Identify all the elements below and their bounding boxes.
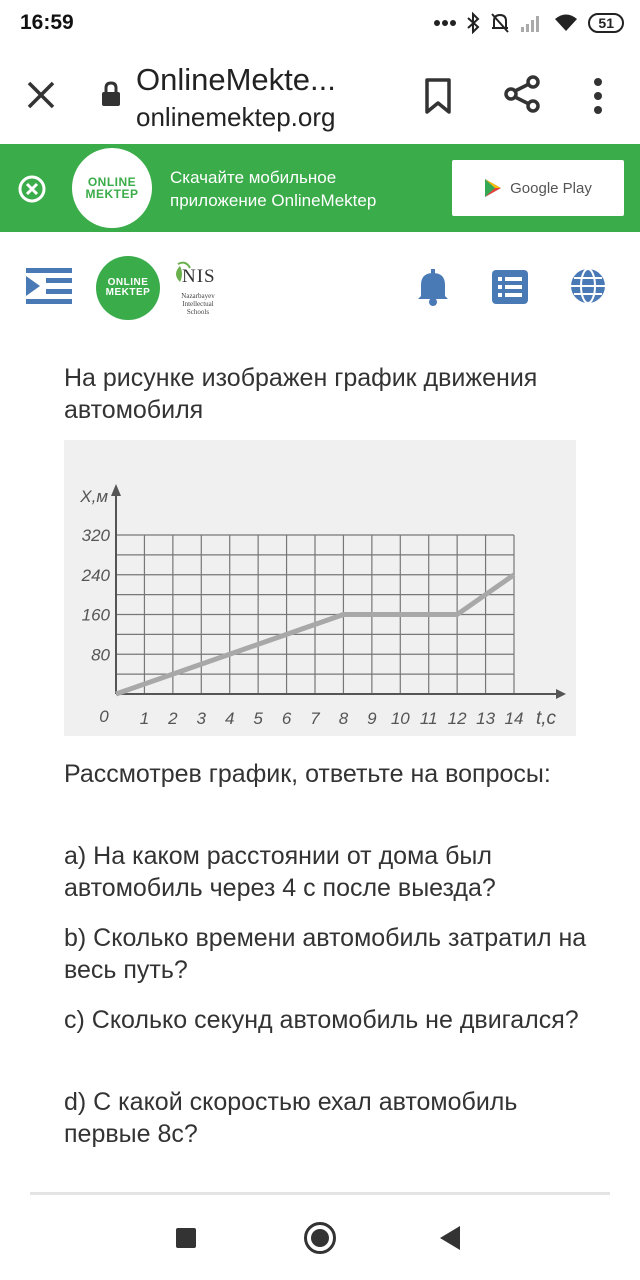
banner-close-icon[interactable] xyxy=(18,175,46,203)
page-title: OnlineMekte... xyxy=(136,62,336,97)
x-tick-label: 3 xyxy=(196,709,207,728)
question-title: На рисунке изображен график движения автомобиля xyxy=(64,364,538,424)
chart-axes xyxy=(111,484,566,699)
status-icons xyxy=(434,10,624,36)
y-axis-arrow xyxy=(111,484,121,496)
y-tick-label: 320 xyxy=(81,526,110,545)
x-tick-label: 9 xyxy=(367,709,377,728)
question-item-b: b) Сколько времени автомобиль затратил на весь путь? xyxy=(64,924,587,984)
question-item-a: a) На каком расстоянии от дома был автомобиль через 4 с после выезда? xyxy=(64,842,496,902)
chart-labels xyxy=(79,487,556,729)
x-tick-label: 1 xyxy=(139,709,150,728)
motion-graph-svg xyxy=(64,440,576,736)
x-tick-label: 5 xyxy=(253,709,263,728)
more-options-icon[interactable] xyxy=(586,74,610,118)
site-logo-line1: ONLINE xyxy=(107,277,149,288)
nis-sub-line3: Schools xyxy=(186,308,210,316)
y-tick-label: 80 xyxy=(91,645,110,665)
nis-sub-line2: Intellectual xyxy=(182,300,214,308)
site-logo[interactable] xyxy=(96,256,160,320)
question-intro: Рассмотрев график, ответьте на вопросы: xyxy=(64,760,551,788)
nis-logo-text: NIS xyxy=(182,266,216,287)
banner-logo xyxy=(72,148,152,228)
x-tick-label: 14 xyxy=(504,709,524,728)
x-tick-label: 8 xyxy=(338,709,349,728)
y-tick-label: 160 xyxy=(81,605,110,625)
x-tick-label: 2 xyxy=(168,709,178,728)
x-tick-label: 10 xyxy=(390,709,410,728)
x-tick-label: 4 xyxy=(224,709,235,728)
battery-icon: 51 xyxy=(588,13,624,33)
x-tick-label: 11 xyxy=(419,709,438,728)
course-list-icon[interactable] xyxy=(492,270,528,304)
x-tick-label: 7 xyxy=(310,709,320,728)
dots-icon xyxy=(434,19,456,27)
x-axis-arrow xyxy=(556,689,566,699)
google-play-button[interactable] xyxy=(452,160,624,216)
notifications-bell-icon[interactable] xyxy=(416,268,450,306)
banner-text xyxy=(170,166,376,212)
nis-logo-subtitle xyxy=(176,292,220,316)
wifi-icon xyxy=(554,13,578,33)
lock-icon xyxy=(100,80,122,108)
x-axis-label: t,c xyxy=(535,708,557,729)
recents-button[interactable] xyxy=(176,1228,196,1248)
nis-sub-line1: Nazarbayev xyxy=(181,292,215,300)
app-promo-banner xyxy=(0,144,640,232)
browser-toolbar xyxy=(0,46,640,144)
bell-off-icon xyxy=(490,12,510,34)
home-button[interactable] xyxy=(304,1222,336,1254)
x-tick-label: 6 xyxy=(281,709,292,728)
y-tick-label: 240 xyxy=(81,565,110,585)
banner-text-line1: Скачайте мобильное xyxy=(170,168,337,187)
origin-label: 0 xyxy=(99,707,109,726)
menu-toggle-icon[interactable] xyxy=(26,266,72,306)
site-logo-line2: MEKTEP xyxy=(105,287,151,298)
close-tab-button[interactable] xyxy=(24,78,58,112)
banner-logo-line1: ONLINE xyxy=(87,175,137,189)
site-header xyxy=(0,232,640,342)
x-tick-label: 13 xyxy=(476,709,496,728)
share-icon[interactable] xyxy=(502,74,542,114)
google-play-icon xyxy=(484,178,502,198)
y-axis-label: X,м xyxy=(80,487,108,506)
page-url[interactable]: onlinemektep.org xyxy=(136,102,336,132)
language-globe-icon[interactable] xyxy=(570,268,606,304)
question-item-c: c) Сколько секунд автомобиль не двигался? xyxy=(64,1006,579,1034)
back-button[interactable] xyxy=(440,1226,460,1250)
bluetooth-icon xyxy=(466,12,480,34)
system-nav-bar xyxy=(0,1196,640,1280)
x-tick-label: 12 xyxy=(447,709,467,728)
signal-icon xyxy=(520,13,544,33)
nav-divider xyxy=(30,1192,610,1195)
question-item-d: d) С какой скоростью ехал автомобиль первые 8с? xyxy=(64,1088,518,1148)
motion-graph xyxy=(64,440,576,736)
banner-text-line2: приложение OnlineMektep xyxy=(170,191,377,210)
status-time: 16:59 xyxy=(20,11,74,34)
status-bar xyxy=(0,0,640,46)
bookmark-icon[interactable] xyxy=(420,76,456,116)
google-play-label: Google Play xyxy=(510,179,592,197)
banner-logo-line2: MEKTEP xyxy=(85,187,139,201)
